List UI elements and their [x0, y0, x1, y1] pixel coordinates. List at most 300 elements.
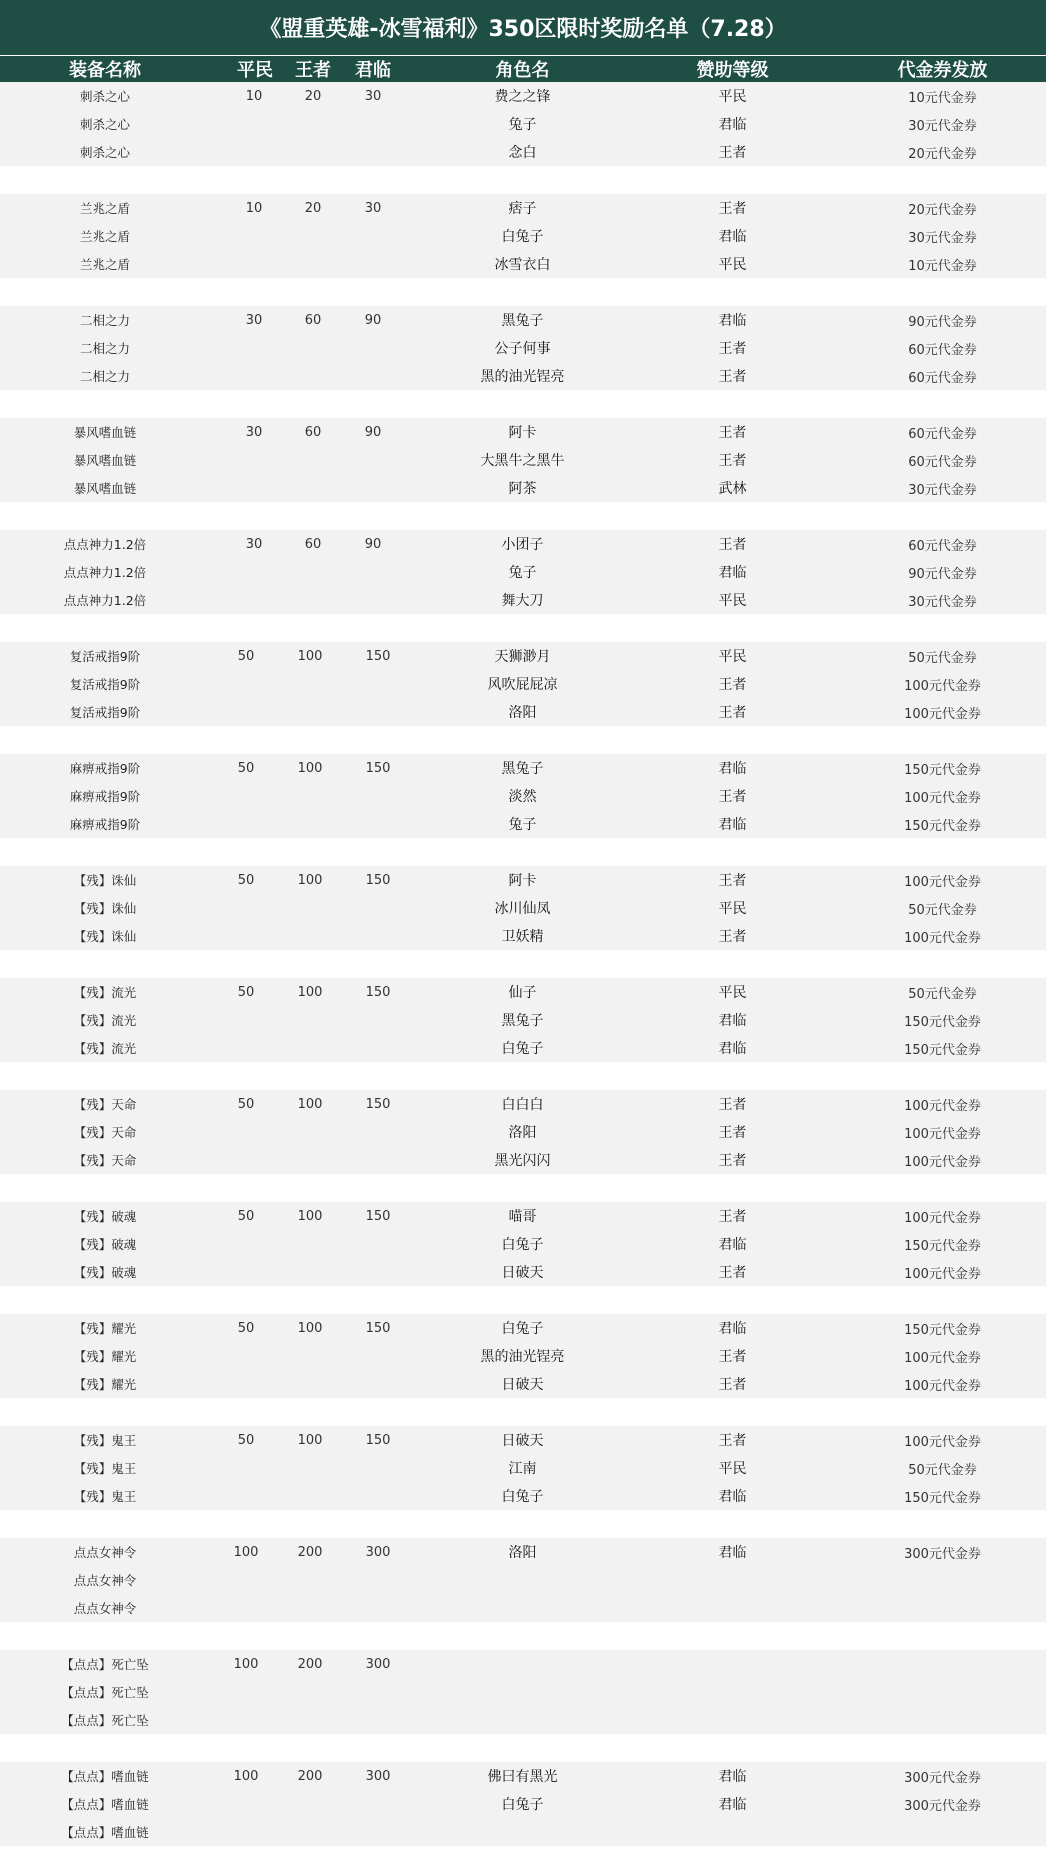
table-row	[0, 1230, 1046, 1258]
equip-name-cell: 兰兆之盾	[79, 201, 130, 216]
table-row	[0, 418, 1046, 446]
threshold-wangzhe-cell: 100	[297, 1208, 323, 1224]
table-row	[0, 670, 1046, 698]
table-row	[0, 306, 1046, 334]
group-spacer-row	[0, 838, 1046, 866]
sponsor-level-cell	[680, 1818, 785, 1846]
table-row	[0, 530, 1046, 558]
character-name-cell: 阿茶	[508, 481, 537, 497]
voucher-cell: 10元代金券	[908, 258, 977, 274]
group-spacer-row	[0, 1398, 1046, 1426]
voucher-cell: 150元代金券	[904, 762, 981, 778]
sponsor-level-cell: 君临	[718, 117, 747, 133]
character-name-cell: 费之之锋	[494, 89, 551, 105]
threshold-wangzhe-cell: 100	[297, 1096, 323, 1112]
threshold-junlin-cell: 150	[365, 1320, 391, 1336]
threshold-junlin-cell: 90	[364, 536, 382, 552]
character-name-cell: 仙子	[508, 985, 537, 1001]
equip-name-cell: 点点女神令	[73, 1545, 137, 1560]
group-spacer-row	[0, 1174, 1046, 1202]
table-row	[0, 1370, 1046, 1398]
equip-name-cell: 点点神力1.2倍	[63, 565, 147, 580]
table-row	[0, 474, 1046, 502]
character-name-cell: 江南	[508, 1461, 537, 1477]
threshold-pingmin-cell: 100	[233, 1656, 259, 1672]
table-row	[0, 1454, 1046, 1482]
character-name-cell	[440, 1566, 605, 1594]
character-name-cell	[440, 1706, 605, 1734]
equip-name-cell: 暴风嗜血链	[73, 481, 137, 496]
character-name-cell	[440, 1594, 605, 1622]
table-row	[0, 1342, 1046, 1370]
character-name-cell: 念白	[508, 145, 537, 161]
voucher-cell: 10元代金券	[908, 90, 977, 106]
table-row	[0, 334, 1046, 362]
sponsor-level-cell: 王者	[718, 537, 747, 553]
threshold-pingmin-cell: 30	[245, 536, 263, 552]
character-name-cell: 小团子	[501, 537, 544, 553]
character-name-cell: 黑兔子	[501, 761, 544, 777]
threshold-junlin-cell: 150	[365, 1096, 391, 1112]
voucher-cell	[860, 1594, 1025, 1622]
sponsor-level-cell: 平民	[718, 257, 747, 273]
equip-name-cell: 兰兆之盾	[79, 257, 130, 272]
equip-name-cell: 暴风嗜血链	[73, 453, 137, 468]
sponsor-level-cell: 君临	[718, 761, 747, 777]
sponsor-level-cell: 王者	[718, 1125, 747, 1141]
voucher-cell: 100元代金券	[904, 1434, 981, 1450]
voucher-cell: 100元代金券	[904, 1210, 981, 1226]
voucher-cell: 60元代金券	[908, 426, 977, 442]
equip-name-cell: 兰兆之盾	[79, 229, 130, 244]
sponsor-level-cell: 王者	[718, 1377, 747, 1393]
threshold-wangzhe-cell: 100	[297, 1432, 323, 1448]
character-name-cell: 兔子	[508, 117, 537, 133]
table-row	[0, 1006, 1046, 1034]
sponsor-level-cell: 君临	[718, 1797, 747, 1813]
group-spacer-row	[0, 278, 1046, 306]
threshold-pingmin-cell: 100	[233, 1544, 259, 1560]
character-name-cell: 白白白	[501, 1097, 544, 1113]
threshold-junlin-cell: 300	[365, 1656, 391, 1672]
equip-name-cell: 刺杀之心	[79, 145, 130, 160]
equip-name-cell: 【残】流光	[73, 985, 137, 1000]
voucher-cell: 100元代金券	[904, 790, 981, 806]
voucher-cell: 100元代金券	[904, 1350, 981, 1366]
character-name-cell: 白兔子	[501, 1041, 544, 1057]
table-row	[0, 894, 1046, 922]
threshold-junlin-cell: 150	[365, 872, 391, 888]
equip-name-cell: 复活戒指9阶	[69, 649, 141, 664]
threshold-junlin-cell: 30	[364, 200, 382, 216]
character-name-cell	[440, 1678, 605, 1706]
table-row	[0, 1650, 1046, 1678]
sponsor-level-cell	[680, 1566, 785, 1594]
threshold-wangzhe-cell: 60	[304, 424, 322, 440]
sponsor-level-cell: 君临	[718, 1041, 747, 1057]
table-row	[0, 222, 1046, 250]
group-spacer-row	[0, 1510, 1046, 1538]
sponsor-level-cell: 王者	[718, 1097, 747, 1113]
character-name-cell: 日破天	[501, 1377, 544, 1393]
sponsor-level-cell: 王者	[718, 873, 747, 889]
table-row	[0, 1762, 1046, 1790]
equip-name-cell: 【点点】嗜血链	[61, 1825, 149, 1840]
table-row	[0, 138, 1046, 166]
voucher-cell: 100元代金券	[904, 1154, 981, 1170]
threshold-pingmin-cell: 10	[245, 200, 263, 216]
header-wangzhe: 王者	[295, 60, 331, 81]
character-name-cell: 黑的油光锃亮	[480, 1349, 565, 1365]
sponsor-level-cell: 君临	[718, 313, 747, 329]
threshold-wangzhe-cell: 100	[297, 648, 323, 664]
character-name-cell: 白兔子	[501, 1489, 544, 1505]
sponsor-level-cell: 王者	[718, 1265, 747, 1281]
character-name-cell: 舞大刀	[501, 593, 544, 609]
threshold-pingmin-cell: 50	[237, 760, 255, 776]
voucher-cell: 60元代金券	[908, 342, 977, 358]
equip-name-cell: 刺杀之心	[79, 117, 130, 132]
voucher-cell	[860, 1566, 1025, 1594]
voucher-cell: 50元代金券	[908, 1462, 977, 1478]
table-row	[0, 250, 1046, 278]
sponsor-level-cell: 王者	[718, 929, 747, 945]
equip-name-cell: 【残】耀光	[73, 1321, 137, 1336]
threshold-wangzhe-cell: 100	[297, 760, 323, 776]
threshold-pingmin-cell: 50	[237, 1432, 255, 1448]
header-character-name: 角色名	[495, 60, 550, 81]
voucher-cell: 150元代金券	[904, 1490, 981, 1506]
header-junlin: 君临	[355, 60, 391, 81]
voucher-cell: 20元代金券	[908, 202, 977, 218]
character-name-cell: 日破天	[501, 1433, 544, 1449]
character-name-cell: 淡然	[508, 789, 537, 805]
table-row	[0, 866, 1046, 894]
table-row	[0, 642, 1046, 670]
sponsor-level-cell: 君临	[718, 1013, 747, 1029]
table-row	[0, 82, 1046, 110]
equip-name-cell: 麻痹戒指9阶	[69, 789, 141, 804]
header-sponsor-level: 赞助等级	[696, 60, 769, 81]
sponsor-level-cell: 王者	[718, 453, 747, 469]
group-spacer-row	[0, 614, 1046, 642]
character-name-cell: 黑的油光锃亮	[480, 369, 565, 385]
equip-name-cell: 【残】天命	[73, 1153, 137, 1168]
threshold-wangzhe-cell: 200	[297, 1544, 323, 1560]
threshold-pingmin-cell: 30	[245, 424, 263, 440]
threshold-junlin-cell: 90	[364, 312, 382, 328]
voucher-cell	[860, 1650, 1025, 1678]
character-name-cell: 白兔子	[501, 1237, 544, 1253]
table-row	[0, 1034, 1046, 1062]
voucher-cell: 30元代金券	[908, 118, 977, 134]
table-row	[0, 446, 1046, 474]
character-name-cell: 大黑牛之黑牛	[480, 453, 565, 469]
character-name-cell: 卫妖精	[501, 929, 544, 945]
equip-name-cell: 麻痹戒指9阶	[69, 761, 141, 776]
equip-name-cell: 【残】流光	[73, 1041, 137, 1056]
equip-name-cell: 【残】天命	[73, 1097, 137, 1112]
threshold-wangzhe-cell: 100	[297, 872, 323, 888]
sponsor-level-cell: 平民	[718, 1461, 747, 1477]
sponsor-level-cell: 平民	[718, 985, 747, 1001]
equip-name-cell: 点点女神令	[73, 1573, 137, 1588]
threshold-pingmin-cell: 50	[237, 984, 255, 1000]
table-row	[0, 362, 1046, 390]
table-row	[0, 110, 1046, 138]
threshold-wangzhe-cell: 60	[304, 536, 322, 552]
sponsor-level-cell	[680, 1650, 785, 1678]
voucher-cell: 60元代金券	[908, 370, 977, 386]
table-row	[0, 1118, 1046, 1146]
threshold-junlin-cell: 150	[365, 1208, 391, 1224]
voucher-cell: 100元代金券	[904, 678, 981, 694]
voucher-cell: 50元代金券	[908, 902, 977, 918]
character-name-cell	[440, 1650, 605, 1678]
sponsor-level-cell	[680, 1678, 785, 1706]
character-name-cell: 天狮渺月	[494, 649, 551, 665]
equip-name-cell: 二相之力	[79, 341, 130, 356]
character-name-cell: 白兔子	[501, 1321, 544, 1337]
table-row	[0, 754, 1046, 782]
equip-name-cell: 【点点】嗜血链	[61, 1797, 149, 1812]
sponsor-level-cell	[680, 1706, 785, 1734]
voucher-cell	[860, 1678, 1025, 1706]
voucher-cell: 150元代金券	[904, 818, 981, 834]
threshold-wangzhe-cell: 100	[297, 1320, 323, 1336]
group-spacer-row	[0, 502, 1046, 530]
threshold-wangzhe-cell: 60	[304, 312, 322, 328]
group-spacer-row	[0, 950, 1046, 978]
voucher-cell: 100元代金券	[904, 930, 981, 946]
equip-name-cell: 【残】破魂	[73, 1265, 137, 1280]
sponsor-level-cell: 平民	[718, 89, 747, 105]
equip-name-cell: 【残】耀光	[73, 1349, 137, 1364]
table-row	[0, 810, 1046, 838]
voucher-cell: 20元代金券	[908, 146, 977, 162]
character-name-cell: 兔子	[508, 817, 537, 833]
sponsor-level-cell: 武林	[718, 481, 747, 497]
equip-name-cell: 【点点】死亡坠	[61, 1713, 149, 1728]
voucher-cell: 90元代金券	[908, 566, 977, 582]
table-row	[0, 1482, 1046, 1510]
character-name-cell: 黑兔子	[501, 1013, 544, 1029]
sponsor-level-cell: 平民	[718, 593, 747, 609]
table-row	[0, 698, 1046, 726]
character-name-cell: 公子何事	[494, 341, 551, 357]
table-row	[0, 1678, 1046, 1706]
threshold-junlin-cell: 150	[365, 984, 391, 1000]
voucher-cell: 300元代金券	[904, 1546, 981, 1562]
equip-name-cell: 【残】流光	[73, 1013, 137, 1028]
threshold-pingmin-cell: 30	[245, 312, 263, 328]
sponsor-level-cell: 王者	[718, 425, 747, 441]
voucher-cell: 100元代金券	[904, 1098, 981, 1114]
equip-name-cell: 二相之力	[79, 313, 130, 328]
equip-name-cell: 【残】鬼王	[73, 1461, 137, 1476]
character-name-cell: 喵哥	[508, 1209, 537, 1225]
table-row	[0, 978, 1046, 1006]
header-row	[0, 56, 1046, 82]
voucher-cell: 150元代金券	[904, 1322, 981, 1338]
sponsor-level-cell: 王者	[718, 1349, 747, 1365]
sponsor-level-cell: 王者	[718, 789, 747, 805]
equip-name-cell: 【残】鬼王	[73, 1433, 137, 1448]
threshold-pingmin-cell: 50	[237, 872, 255, 888]
character-name-cell: 冰川仙凤	[494, 901, 551, 917]
voucher-cell: 100元代金券	[904, 874, 981, 890]
character-name-cell: 冰雪衣白	[494, 257, 551, 273]
voucher-cell: 150元代金券	[904, 1042, 981, 1058]
character-name-cell: 兔子	[508, 565, 537, 581]
equip-name-cell: 【残】破魂	[73, 1237, 137, 1252]
sponsor-level-cell: 君临	[718, 1321, 747, 1337]
threshold-wangzhe-cell: 20	[304, 200, 322, 216]
threshold-wangzhe-cell: 100	[297, 984, 323, 1000]
equip-name-cell: 【点点】嗜血链	[61, 1769, 149, 1784]
table-row	[0, 1258, 1046, 1286]
threshold-junlin-cell: 300	[365, 1768, 391, 1784]
threshold-junlin-cell: 150	[365, 760, 391, 776]
reward-table-body	[0, 82, 1046, 1874]
threshold-pingmin-cell: 50	[237, 1320, 255, 1336]
character-name-cell: 阿卡	[508, 425, 537, 441]
equip-name-cell: 复活戒指9阶	[69, 677, 141, 692]
table-row	[0, 1538, 1046, 1566]
equip-name-cell: 【残】诛仙	[73, 901, 137, 916]
threshold-junlin-cell: 90	[364, 424, 382, 440]
sponsor-level-cell: 君临	[718, 817, 747, 833]
equip-name-cell: 二相之力	[79, 369, 130, 384]
character-name-cell: 阿卡	[508, 873, 537, 889]
table-row	[0, 1314, 1046, 1342]
voucher-cell	[860, 1706, 1025, 1734]
table-row	[0, 558, 1046, 586]
threshold-wangzhe-cell: 20	[304, 88, 322, 104]
voucher-cell: 60元代金券	[908, 538, 977, 554]
header-equip-name: 装备名称	[69, 60, 141, 81]
header-voucher: 代金券发放	[897, 60, 988, 81]
group-spacer-row	[0, 390, 1046, 418]
group-spacer-row	[0, 1734, 1046, 1762]
table-row	[0, 1818, 1046, 1846]
sponsor-level-cell: 王者	[718, 1153, 747, 1169]
sponsor-level-cell: 王者	[718, 145, 747, 161]
character-name-cell: 洛阳	[508, 1125, 537, 1141]
table-row	[0, 1090, 1046, 1118]
table-row	[0, 1426, 1046, 1454]
voucher-cell: 100元代金券	[904, 706, 981, 722]
sponsor-level-cell: 平民	[718, 649, 747, 665]
sponsor-level-cell: 王者	[718, 705, 747, 721]
table-row	[0, 1594, 1046, 1622]
sponsor-level-cell: 君临	[718, 565, 747, 581]
character-name-cell: 洛阳	[508, 1545, 537, 1561]
sponsor-level-cell: 君临	[718, 1237, 747, 1253]
character-name-cell: 白兔子	[501, 229, 544, 245]
table-row	[0, 194, 1046, 222]
equip-name-cell: 点点神力1.2倍	[63, 593, 147, 608]
voucher-cell: 30元代金券	[908, 482, 977, 498]
threshold-wangzhe-cell: 200	[297, 1656, 323, 1672]
table-row	[0, 586, 1046, 614]
threshold-wangzhe-cell: 200	[297, 1768, 323, 1784]
threshold-junlin-cell: 30	[364, 88, 382, 104]
voucher-cell: 50元代金券	[908, 650, 977, 666]
voucher-cell: 60元代金券	[908, 454, 977, 470]
voucher-cell: 30元代金券	[908, 594, 977, 610]
equip-name-cell: 【残】诛仙	[73, 929, 137, 944]
table-row	[0, 922, 1046, 950]
sponsor-level-cell: 王者	[718, 201, 747, 217]
table-row	[0, 1566, 1046, 1594]
sponsor-level-cell: 王者	[718, 677, 747, 693]
equip-name-cell: 【残】破魂	[73, 1209, 137, 1224]
character-name-cell	[440, 1818, 605, 1846]
character-name-cell: 日破天	[501, 1265, 544, 1281]
voucher-cell: 100元代金券	[904, 1266, 981, 1282]
voucher-cell: 150元代金券	[904, 1238, 981, 1254]
equip-name-cell: 暴风嗜血链	[73, 425, 137, 440]
sponsor-level-cell: 王者	[718, 341, 747, 357]
character-name-cell: 风吹屁屁凉	[487, 677, 558, 693]
header-pingmin: 平民	[237, 60, 273, 81]
threshold-pingmin-cell: 50	[237, 648, 255, 664]
equip-name-cell: 【残】天命	[73, 1125, 137, 1140]
equip-name-cell: 复活戒指9阶	[69, 705, 141, 720]
character-name-cell: 黑兔子	[501, 313, 544, 329]
equip-name-cell: 点点神力1.2倍	[63, 537, 147, 552]
equip-name-cell: 【残】耀光	[73, 1377, 137, 1392]
group-spacer-row	[0, 166, 1046, 194]
voucher-cell: 100元代金券	[904, 1126, 981, 1142]
table-row	[0, 782, 1046, 810]
sponsor-level-cell: 君临	[718, 1489, 747, 1505]
sponsor-level-cell: 君临	[718, 229, 747, 245]
group-spacer-row	[0, 1286, 1046, 1314]
voucher-cell: 50元代金券	[908, 986, 977, 1002]
threshold-junlin-cell: 150	[365, 1432, 391, 1448]
sheet-title: 《盟重英雄-冰雪福利》350区限时奖励名单（7.28）	[0, 0, 1046, 56]
equip-name-cell: 【残】诛仙	[73, 873, 137, 888]
threshold-pingmin-cell: 100	[233, 1768, 259, 1784]
equip-name-cell: 点点女神令	[73, 1601, 137, 1616]
voucher-cell	[860, 1818, 1025, 1846]
equip-name-cell: 【点点】死亡坠	[61, 1685, 149, 1700]
voucher-cell: 300元代金券	[904, 1798, 981, 1814]
character-name-cell: 白兔子	[501, 1797, 544, 1813]
sponsor-level-cell: 王者	[718, 369, 747, 385]
voucher-cell: 150元代金券	[904, 1014, 981, 1030]
group-spacer-row	[0, 1846, 1046, 1874]
threshold-junlin-cell: 300	[365, 1544, 391, 1560]
character-name-cell: 痞子	[508, 201, 537, 217]
voucher-cell: 300元代金券	[904, 1770, 981, 1786]
equip-name-cell: 【点点】死亡坠	[61, 1657, 149, 1672]
threshold-pingmin-cell: 50	[237, 1208, 255, 1224]
sponsor-level-cell	[680, 1594, 785, 1622]
voucher-cell: 100元代金券	[904, 1378, 981, 1394]
sponsor-level-cell: 君临	[718, 1769, 747, 1785]
threshold-pingmin-cell: 10	[245, 88, 263, 104]
table-row	[0, 1790, 1046, 1818]
threshold-junlin-cell: 150	[365, 648, 391, 664]
group-spacer-row	[0, 726, 1046, 754]
equip-name-cell: 麻痹戒指9阶	[69, 817, 141, 832]
sponsor-level-cell: 王者	[718, 1433, 747, 1449]
table-row	[0, 1706, 1046, 1734]
table-row	[0, 1146, 1046, 1174]
